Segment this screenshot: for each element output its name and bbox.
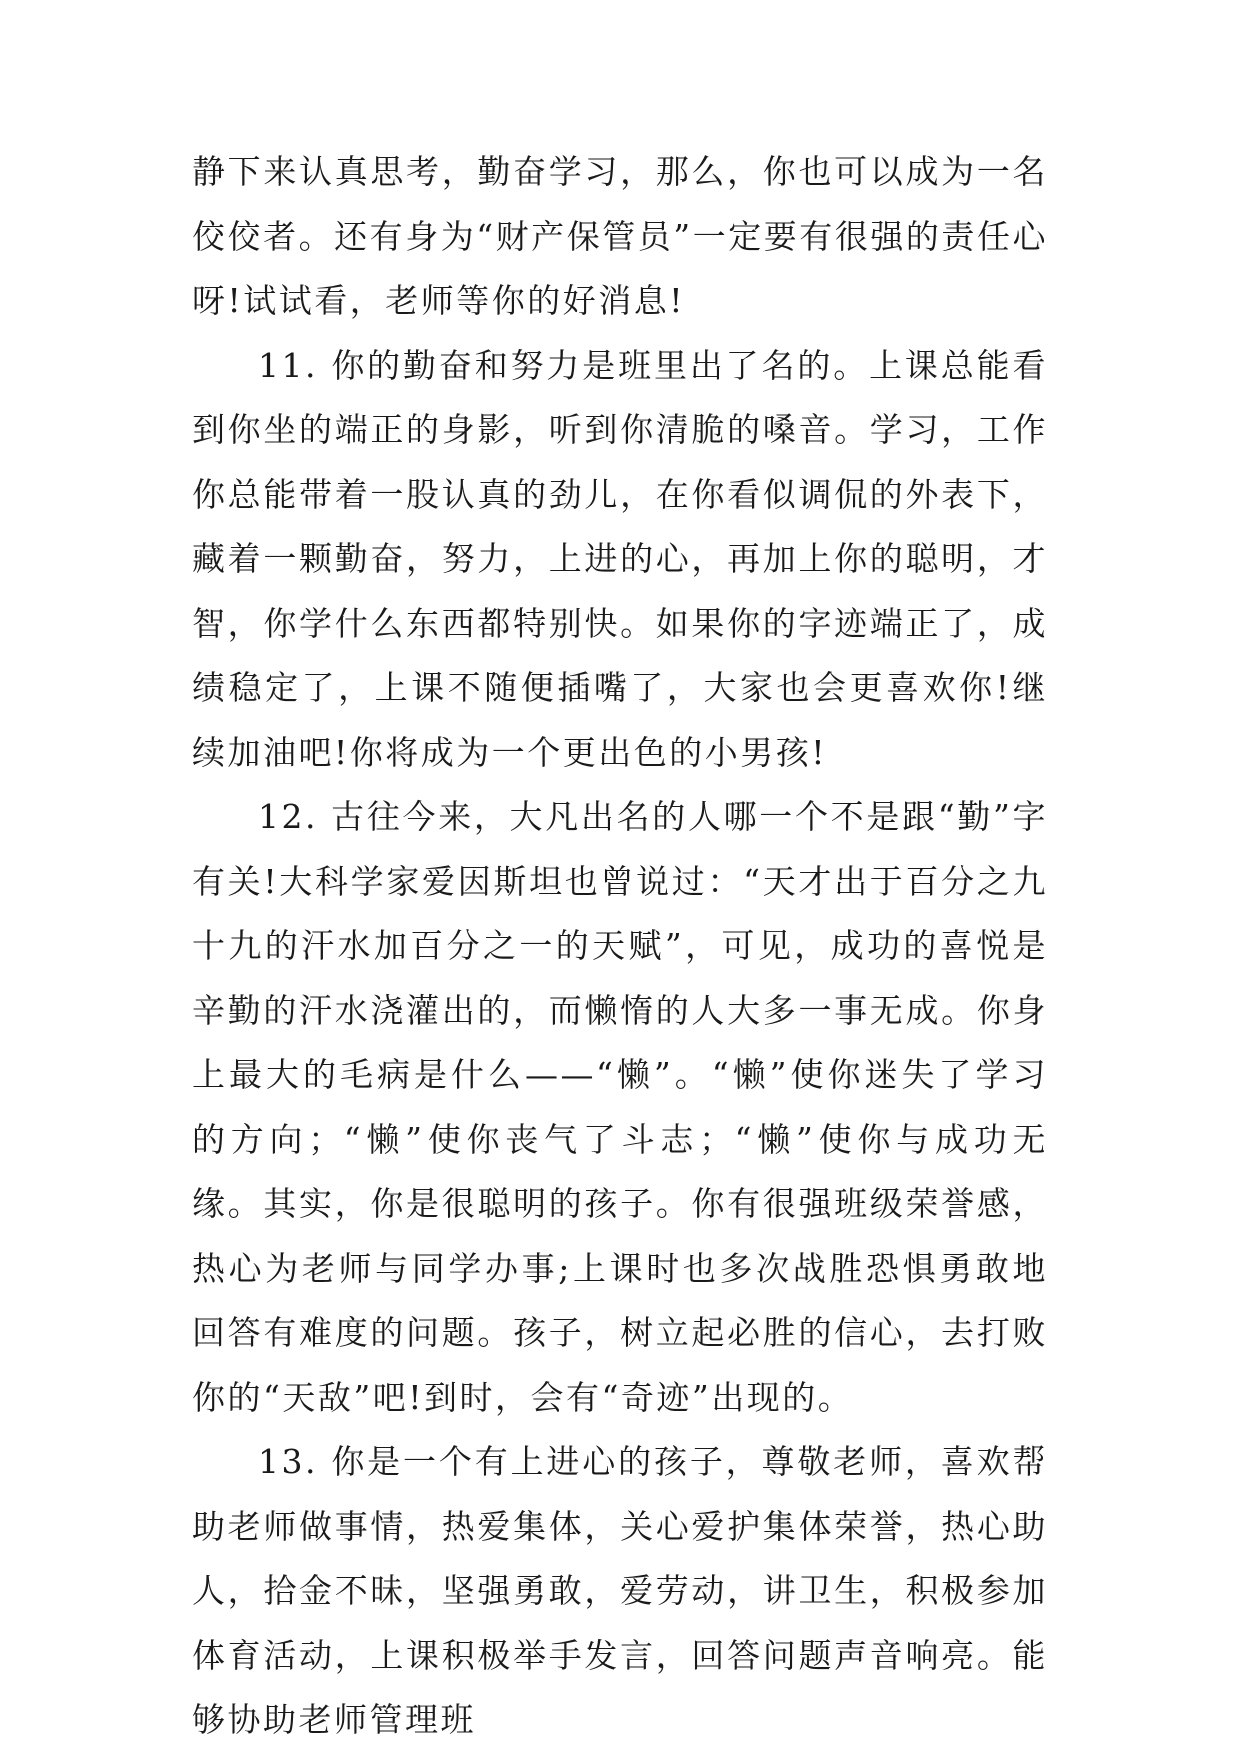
paragraph-10-continuation: 静下来认真思考，勤奋学习，那么，你也可以成为一名佼佼者。还有身为“财产保管员”一定要有很强的责任心呀!试试看，老师等你的好消息! bbox=[192, 152, 1048, 320]
paragraph-13: 13. 你是一个有上进心的孩子，尊敬老师，喜欢帮助老师做事情，热爱集体，关心爱护集体荣誉，热心助人，拾金不昧，坚强勇敢，爱劳动，讲卫生，积极参加体育活动，上课积极举手发言，回答问题声音响亮。能够协助老师管理班 bbox=[192, 1442, 1048, 1739]
paragraph-12: 12. 古往今来，大凡出名的人哪一个不是跟“勤”字有关!大科学家爱因斯坦也曾说过：“天才出于百分之九十九的汗水加百分之一的天赋”，可见，成功的喜悦是辛勤的汗水浇灌出的，而懒惰的人大多一事无成。你身上最大的毛病是什么——“懒”。“懒”使你迷失了学习的方向；“懒”使你丧气了斗志；“懒”使你与成功无缘。其实，你是很聪明的孩子。你有很强班级荣誉感，热心为老师与同学办事;上课时也多次战胜恐惧勇敢地回答有难度的问题。孩子，树立起必胜的信心，去打败你的“天敌”吧!到时，会有“奇迹”出现的。 bbox=[192, 797, 1048, 1417]
paragraph-11: 11. 你的勤奋和努力是班里出了名的。上课总能看到你坐的端正的身影，听到你清脆的嗓音。学习，工作你总能带着一股认真的劲儿，在你看似调侃的外表下，藏着一颗勤奋，努力，上进的心，再加上你的聪明，才智，你学什么东西都特别快。如果你的字迹端正了，成绩稳定了，上课不随便插嘴了，大家也会更喜欢你!继续加油吧!你将成为一个更出色的小男孩! bbox=[192, 345, 1048, 772]
document-body bbox=[192, 140, 1048, 1753]
